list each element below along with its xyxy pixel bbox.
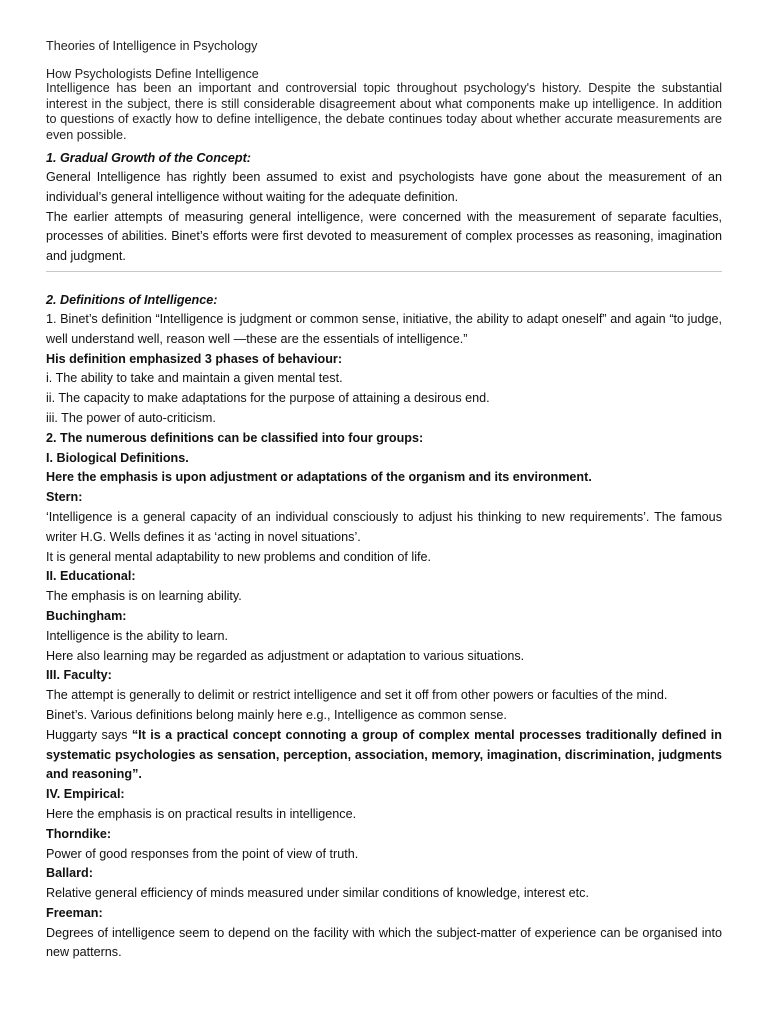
phase-item-1: i. The ability to take and maintain a given mental test. [46, 371, 343, 386]
document-title: Theories of Intelligence in Psychology [46, 39, 258, 53]
faculty-text: The attempt is generally to delimit or restrict intelligence and set it off from other powers or faculties of the mind. [46, 688, 668, 703]
phase-item-3: iii. The power of auto-criticism. [46, 410, 216, 425]
phase-item-2: ii. The capacity to make adaptations for the purpose of attaining a desirous end. [46, 391, 490, 406]
document-page [46, 38, 722, 963]
binet-various-text: Binet’s. Various definitions belong mainly here e.g., Intelligence as common sense. [46, 707, 507, 722]
huggarty-quote: “It is a practical concept connoting a group of complex mental processes traditionally defined in systematic psychologies as sensation, perception, association, memory, imagination, discrimination, judgments and reasoning”. [46, 727, 722, 782]
empirical-text: Here the emphasis is on practical results in intelligence. [46, 806, 357, 821]
intro-heading: How Psychologists Define Intelligence [46, 67, 259, 81]
section-1-paragraph-2: The earlier attempts of measuring general intelligence, were concerned with the measurement of separate faculties, processes of abilities. Binet’s efforts were first devoted to measurement of complex processes as reasoning, imagination and judgment. [46, 209, 722, 264]
freeman-text: Degrees of intelligence seem to depend on the facility with which the subject-matter of experience can be organised into new patterns. [46, 925, 722, 960]
thorndike-heading: Thorndike: [46, 826, 112, 841]
buchingham-heading: Buchingham: [46, 608, 127, 623]
binet-definition: 1. Binet’s definition “Intelligence is judgment or common sense, initiative, the ability to adapt oneself” and again “to judge, well understand well, reason well —these are the essentials of intelligence.” [46, 311, 722, 346]
buchingham-text-1: Intelligence is the ability to learn. [46, 628, 229, 643]
ballard-heading: Ballard: [46, 866, 93, 881]
freeman-heading: Freeman: [46, 905, 103, 920]
section-2-heading: 2. Definitions of Intelligence: [46, 292, 218, 307]
groups-heading: 2. The numerous definitions can be classified into four groups: [46, 430, 424, 445]
section-1-paragraph-1: General Intelligence has rightly been assumed to exist and psychologists have gone about the measurement of an individual’s general intelligence without waiting for the adequate definition. [46, 170, 722, 204]
adaptability-text: It is general mental adaptability to new problems and condition of life. [46, 549, 432, 564]
biological-emphasis: Here the emphasis is upon adjustment or adaptations of the organism and its environment. [46, 470, 592, 485]
huggarty-prefix: Huggarty says [46, 727, 132, 742]
section-divider [46, 271, 722, 272]
biological-heading: I. Biological Definitions. [46, 450, 189, 465]
faculty-heading: III. Faculty: [46, 668, 112, 683]
section-1-heading: 1. Gradual Growth of the Concept: [46, 151, 252, 165]
intro-paragraph: Intelligence has been an important and controversial topic throughout psychology's history. Despite the substantial interest in the subject, there is still considerable disagreement about what components make up intelligence. In addition to questions of exactly how to define intelligence, the debate continues today about whether accurate measurements are even possible. [46, 81, 722, 142]
huggarty-paragraph [46, 726, 722, 785]
stern-heading: Stern: [46, 490, 83, 505]
educational-text: The emphasis is on learning ability. [46, 589, 242, 604]
stern-definition: ‘Intelligence is a general capacity of an individual consciously to adjust his thinking to new requirements’. The famous writer H.G. Wells defines it as ‘acting in novel situations’. [46, 509, 722, 544]
buchingham-text-2: Here also learning may be regarded as adjustment or adaptation to various situations. [46, 648, 525, 663]
phases-heading: His definition emphasized 3 phases of behaviour: [46, 351, 343, 366]
empirical-heading: IV. Empirical: [46, 787, 125, 802]
ballard-text: Relative general efficiency of minds measured under similar conditions of knowledge, interest etc. [46, 886, 589, 901]
educational-heading: II. Educational: [46, 569, 136, 584]
thorndike-text: Power of good responses from the point of view of truth. [46, 846, 359, 861]
